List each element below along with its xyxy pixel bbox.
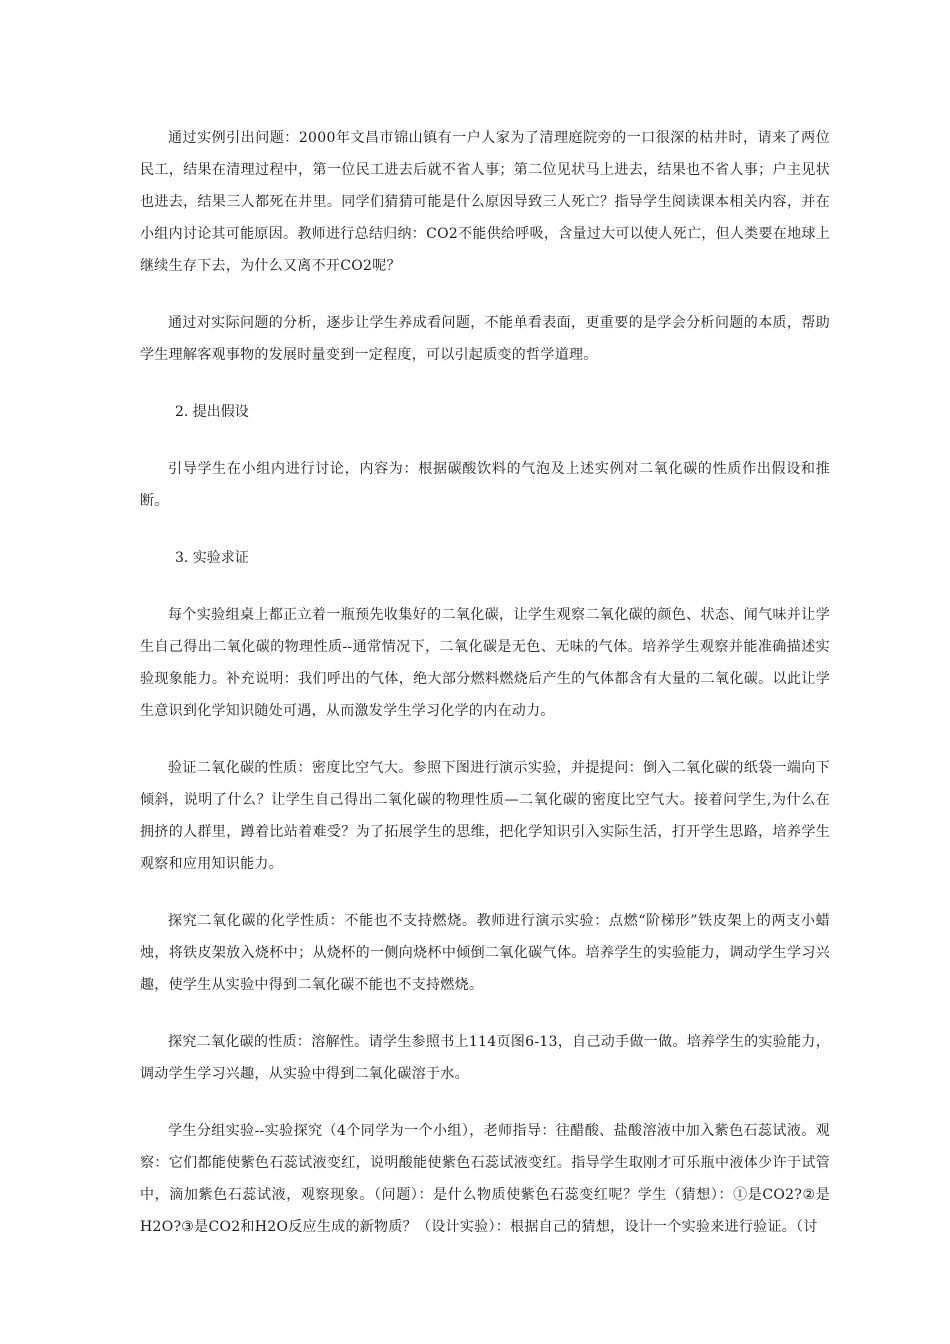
section-heading-experiment: 3. 实验求证 <box>175 550 249 566</box>
paragraph-hypothesis: 引导学生在小组内进行讨论，内容为：根据碳酸饮料的气泡及上述实例对二氧化碳的性质作出假设和推断。 <box>140 461 830 509</box>
paragraph-intro-case: 通过实例引出问题：2000年文昌市锦山镇有一户人家为了清理庭院旁的一口很深的枯井时，请来了两位民工，结果在清理过程中，第一位民工进去后就不省人事；第二位见状马上进去，结果也不省人事；户主见状也进去，结果三人都死在井里。同学们猜猜可能是什么原因导致三人死亡？指导学生阅读课本相关内容，并在小组内讨论其可能原因。教师进行总结归纳：CO2不能供给呼吸，含量过大可以使人死亡，但人类要在地球上继续生存下去，为什么又离不开CO2呢？ <box>140 130 830 274</box>
section-heading-hypothesis: 2. 提出假设 <box>175 404 249 420</box>
document-body <box>140 122 830 1268</box>
paragraph-solubility: 探究二氧化碳的性质：溶解性。请学生参照书上114页图6-13，自己动手做一做。培养学生的实验能力，调动学生学习兴趣，从实验中得到二氧化碳溶于水。 <box>140 1034 830 1082</box>
paragraph-analysis: 通过对实际问题的分析，逐步让学生养成看问题，不能单看表面，更重要的是学会分析问题的本质，帮助学生理解客观事物的发展时量变到一定程度，可以引起质变的哲学道理。 <box>140 315 830 363</box>
paragraph-physical-properties: 每个实验组桌上都正立着一瓶预先收集好的二氧化碳，让学生观察二氧化碳的颜色、状态、闻气味并让学生自己得出二氧化碳的物理性质--通常情况下，二氧化碳是无色、无味的气体。培养学生观察并能准确描述实验现象能力。补充说明：我们呼出的气体，绝大部分燃料燃烧后产生的气体都含有大量的二氧化碳。以此让学生意识到化学知识随处可遇，从而激发学生学习化学的内在动力。 <box>140 607 830 719</box>
paragraph-combustion: 探究二氧化碳的化学性质：不能也不支持燃烧。教师进行演示实验：点燃“阶梯形”铁皮架上的两支小蜡烛，将铁皮架放入烧杯中；从烧杯的一侧向烧杯中倾倒二氧化碳气体。培养学生的实验能力，调动学生学习兴趣，使学生从实验中得到二氧化碳不能也不支持燃烧。 <box>140 913 830 993</box>
paragraph-group-experiment: 学生分组实验--实验探究（4个同学为一个小组），老师指导：往醋酸、盐酸溶液中加入紫色石蕊试液。观察：它们都能使紫色石蕊试液变红，说明酸能使紫色石蕊试液变红。指导学生取刚才可乐瓶中液体少许于试管中，滴加紫色石蕊试液，观察现象。（问题）：是什么物质使紫色石蕊变红呢？学生（猜想）：①是CO2?②是H2O?③是CO2和H2O反应生成的新物质？（设计实验）：根据自己的猜想，设计一个实验来进行验证。（讨 <box>140 1123 830 1235</box>
paragraph-density: 验证二氧化碳的性质：密度比空气大。参照下图进行演示实验，并提提问：倒入二氧化碳的纸袋一端向下倾斜，说明了什么？让学生自己得出二氧化碳的物理性质—二氧化碳的密度比空气大。接着问学生,为什么在拥挤的人群里，蹲着比站着难受？为了拓展学生的思维，把化学知识引入实际生活，打开学生思路，培养学生观察和应用知识能力。 <box>140 760 830 872</box>
